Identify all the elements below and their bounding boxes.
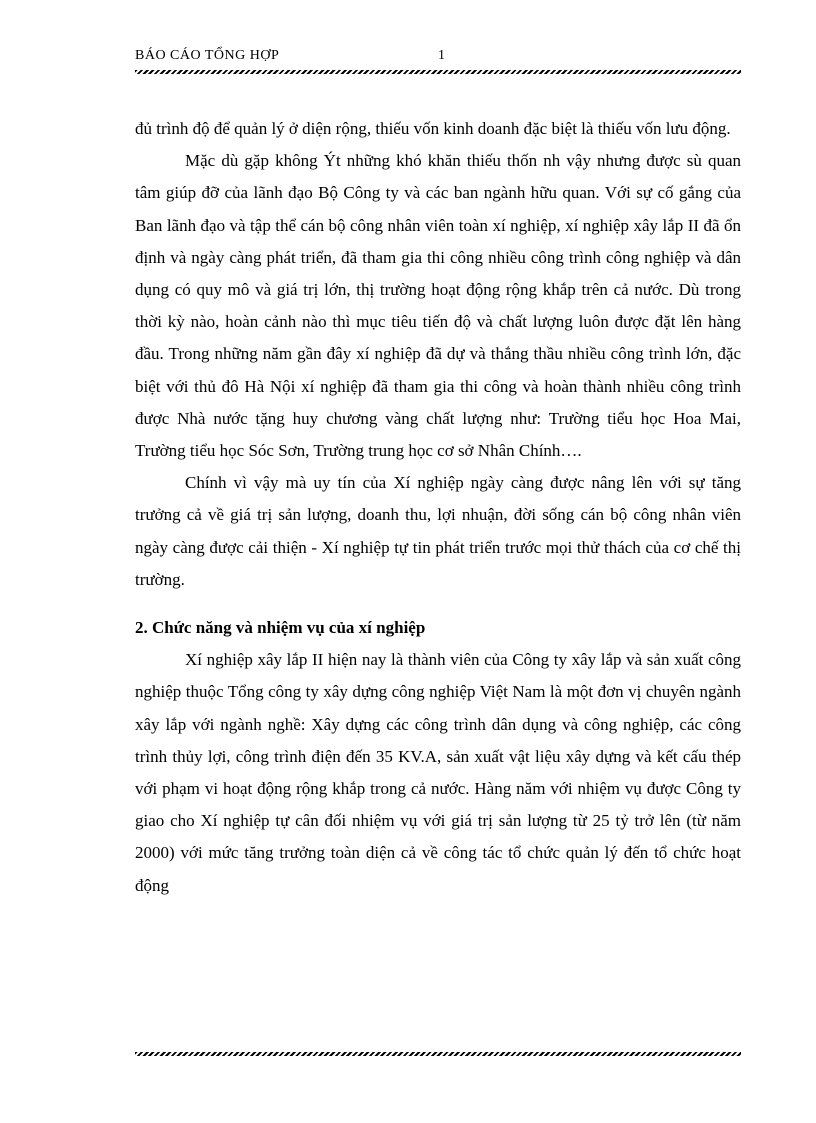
footer-rule	[135, 1052, 741, 1056]
page-number: 1	[438, 48, 445, 63]
header-rule	[135, 70, 741, 74]
paragraph-4: Xí nghiệp xây lắp II hiện nay là thành viên của Công ty xây lắp và sản xuất công nghiệp thuộc Tổng công ty xây dựng công nghiệp Việt Nam là một đơn vị chuyên ngành xây lắp với ngành nghề: Xây dựng các công trình dân dụng và công nghiệp, các công trình thủy lợi, công trình điện đến 35 KV.A, sản xuất vật liệu xây dựng và kết cấu thép với phạm vi hoạt động rộng khắp trong cả nước. Hàng năm với nhiệm vụ được Công ty giao cho Xí nghiệp tự cân đối nhiệm vụ với giá trị sản lượng từ 25 tỷ trở lên (từ năm 2000) với mức tăng trưởng toàn diện cả về công tác tổ chức quản lý đến tổ chức hoạt động	[135, 650, 741, 895]
document-body	[135, 113, 741, 902]
section-heading: 2. Chức năng và nhiệm vụ của xí nghiệp	[135, 618, 426, 638]
paragraph-3: Chính vì vậy mà uy tín của Xí nghiệp ngày càng được nâng lên với sự tăng trưởng cả về giá trị sản lượng, doanh thu, lợi nhuận, đời sống cán bộ công nhân viên ngày càng được cải thiện - Xí nghiệp tự tin phát triển trước mọi thử thách của cơ chế thị trường.	[135, 473, 741, 589]
page-header	[135, 48, 741, 66]
paragraph-1: đủ trình độ để quản lý ở diện rộng, thiếu vốn kinh doanh đặc biệt là thiếu vốn lưu động.	[135, 119, 731, 138]
header-title: BÁO CÁO TỔNG HỢP	[135, 48, 280, 63]
paragraph-2: Mặc dù gặp không Ýt những khó khăn thiếu thốn nh vậy nhưng được sù quan tâm giúp đỡ của lãnh đạo Bộ Công ty và các ban ngành hữu quan. Với sự cố gắng của Ban lãnh đạo và tập thể cán bộ công nhân viên toàn xí nghiệp, xí nghiệp xây lắp II đã ổn định và ngày càng phát triển, đã tham gia thi công nhiều công trình công nghiệp và dân dụng có quy mô và giá trị lớn, thị trường hoạt động rộng khắp trên cả nước. Dù trong thời kỳ nào, hoàn cảnh nào thì mục tiêu tiến độ và chất lượng luôn được đặt lên hàng đầu. Trong những năm gần đây xí nghiệp đã dự và thắng thầu nhiều công trình lớn, đặc biệt với thủ đô Hà Nội xí nghiệp đã tham gia thi công và hoàn thành nhiều công trình được Nhà nước tặng huy chương vàng chất lượng như: Trường tiểu học Hoa Mai, Trường tiểu học Sóc Sơn, Trường trung học cơ sở Nhân Chính….	[135, 151, 741, 461]
